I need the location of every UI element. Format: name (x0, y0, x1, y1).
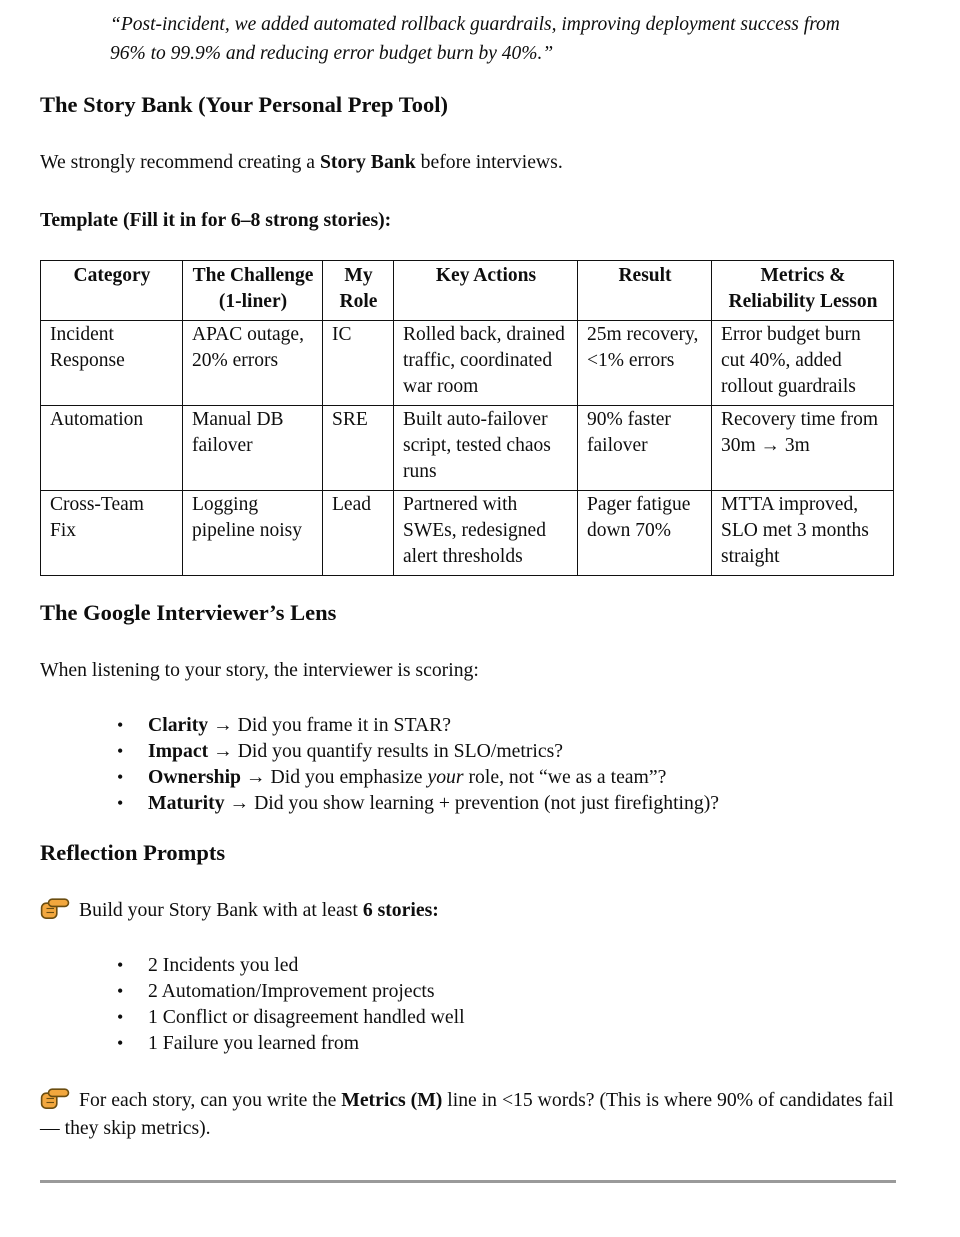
table-row (41, 491, 894, 576)
prompt2-text-post: line in <15 words? (This is where 90% of candidates fail — they skip metrics). (40, 1089, 894, 1139)
lens-item-bold: Clarity (148, 714, 209, 736)
prompt1-text-pre: Build your Story Bank with at least (79, 899, 363, 921)
table-cell: Manual DB failover (183, 406, 323, 491)
col-header-category: Category (41, 261, 183, 321)
prompt2-text-pre: For each story, can you write the (79, 1089, 342, 1111)
page-divider (40, 1180, 896, 1183)
lens-list (40, 712, 896, 816)
lens-item-pre: → Did you quantify results in SLO/metrics? (208, 740, 564, 762)
list-item: • 2 Incidents you led (117, 952, 896, 978)
table-cell: Logging pipeline noisy (183, 491, 323, 576)
col-header-challenge: The Challenge (1-liner) (183, 261, 323, 321)
lens-item-post: role, not “we as a team”? (463, 766, 667, 788)
col-header-metrics-lesson: Metrics & Reliability Lesson (712, 261, 894, 321)
list-item: • 1 Conflict or disagreement handled well (117, 1004, 896, 1030)
stories-list (40, 952, 896, 1056)
table-cell: Automation (41, 406, 183, 491)
lens-item-bold: Maturity (148, 792, 225, 814)
table-cell: MTTA improved, SLO met 3 months straight (712, 491, 894, 576)
lens-item-pre: → Did you frame it in STAR? (208, 714, 451, 736)
table-cell: Error budget burn cut 40%, added rollout guardrails (712, 321, 894, 406)
table-cell: Rolled back, drained traffic, coordinated war room (394, 321, 578, 406)
table-cell: Pager fatigue down 70% (578, 491, 712, 576)
list-item: • 1 Failure you learned from (117, 1030, 896, 1056)
pointing-finger-icon (40, 1087, 70, 1110)
intro-text-pre: We strongly recommend creating a (40, 151, 320, 173)
heading-story-bank: The Story Bank (Your Personal Prep Tool) (40, 92, 448, 117)
list-item: • 2 Automation/Improvement projects (117, 978, 896, 1004)
quote-text: “Post-incident, we added automated rollback guardrails, improving deployment success from 96% to 99.9% and reducing error budget burn by 40%.” (110, 14, 840, 64)
table-cell: SRE (323, 406, 394, 491)
template-label: Template (Fill it in for 6–8 strong stories): (40, 209, 392, 231)
col-header-key-actions: Key Actions (394, 261, 578, 321)
table-cell: Incident Response (41, 321, 183, 406)
lens-item-bold: Impact (148, 740, 209, 762)
quote-paragraph (110, 10, 856, 68)
list-item (117, 712, 896, 738)
list-item (117, 764, 896, 790)
table-cell: APAC outage, 20% errors (183, 321, 323, 406)
story-bank-table (40, 260, 894, 576)
lens-item-bold: Ownership (148, 766, 241, 788)
table-cell: Cross-Team Fix (41, 491, 183, 576)
table-header-row (41, 261, 894, 321)
story-bank-intro (40, 149, 896, 176)
table-cell: IC (323, 321, 394, 406)
intro-text-bold: Story Bank (319, 151, 416, 173)
prompt2-text-bold: Metrics (M) (341, 1089, 443, 1111)
list-item (117, 790, 896, 816)
col-header-result: Result (578, 261, 712, 321)
table-cell: Lead (323, 491, 394, 576)
table-cell: 90% faster failover (578, 406, 712, 491)
prompt1-text-bold: 6 stories: (362, 899, 439, 921)
lens-item-pre: → Did you emphasize (241, 766, 428, 788)
table-row (41, 321, 894, 406)
reflection-prompt-2 (40, 1086, 896, 1142)
table-cell: Partnered with SWEs, redesigned alert thresholds (394, 491, 578, 576)
pointing-finger-icon (40, 897, 70, 920)
lens-item-italic: your (427, 766, 464, 788)
table-cell: Recovery time from 30m → 3m (712, 406, 894, 491)
list-item (117, 738, 896, 764)
intro-text-post: before interviews. (415, 151, 563, 173)
lens-item-pre: → Did you show learning + prevention (not just firefighting)? (224, 792, 719, 814)
heading-reflection-prompts: Reflection Prompts (40, 840, 226, 865)
table-cell: Built auto-failover script, tested chaos runs (394, 406, 578, 491)
lens-intro: When listening to your story, the interviewer is scoring: (40, 659, 479, 681)
table-cell: 25m recovery, <1% errors (578, 321, 712, 406)
reflection-prompt-1 (40, 896, 896, 924)
col-header-my-role: My Role (323, 261, 394, 321)
heading-interviewer-lens: The Google Interviewer’s Lens (40, 600, 337, 625)
table-row (41, 406, 894, 491)
